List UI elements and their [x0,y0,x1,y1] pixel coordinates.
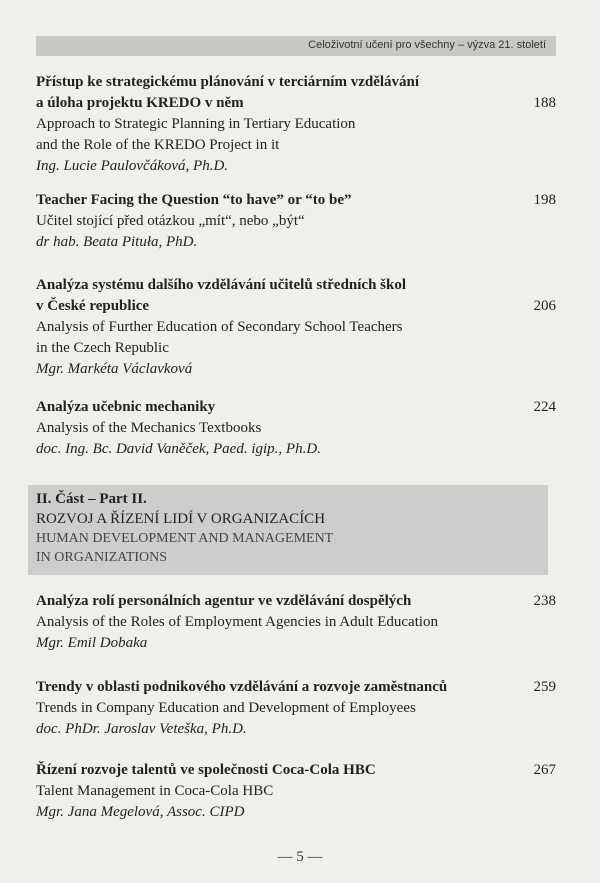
entry-title: v České republice [36,298,150,314]
entry-author: Mgr. Emil Dobaka [36,635,148,651]
part-subtitle: HUMAN DEVELOPMENT AND MANAGEMENT [36,531,334,546]
entry-subtitle: and the Role of the KREDO Project in it [36,137,280,153]
entry-title: a úloha projektu KREDO v něm [36,95,244,111]
entry-author: Ing. Lucie Paulovčáková, Ph.D. [36,158,229,174]
part-title: ROZVOJ A ŘÍZENÍ LIDÍ V ORGANIZACÍCH [36,511,326,527]
entry-title: Analýza rolí personálních agentur ve vzdělávání dospělých [36,593,412,609]
entry-page-number: 238 [533,593,556,609]
entry-page-number: 206 [533,298,556,314]
toc-entry[interactable] [36,677,556,740]
entry-subtitle: Analysis of the Roles of Employment Agencies in Adult Education [36,614,439,630]
entry-subtitle: Učitel stojící před otázkou „mít“, nebo „být“ [36,213,305,229]
entry-author: Mgr. Jana Megelová, Assoc. CIPD [36,804,245,820]
entry-author: Mgr. Markéta Václavková [36,361,193,377]
entry-title: Trendy v oblasti podnikového vzdělávání a rozvoje zaměstnanců [36,679,448,695]
entry-author: doc. PhDr. Jaroslav Veteška, Ph.D. [36,721,247,737]
part-subtitle: IN ORGANIZATIONS [36,550,168,565]
running-title: Celoživotní učení pro všechny – výzva 21. století [308,39,546,51]
entry-title: Teacher Facing the Question “to have” or “to be” [36,192,352,208]
entry-page-number: 224 [533,399,556,415]
entry-page-number: 188 [533,95,556,111]
part-label: II. Část – Part II. [36,491,147,507]
entry-author: dr hab. Beata Pituła, PhD. [36,234,198,250]
entry-title: Řízení rozvoje talentů ve společnosti Coca-Cola HBC [36,762,376,778]
entry-title: Analýza učebnic mechaniky [36,399,216,415]
running-header [36,36,556,56]
toc-entry[interactable] [36,72,556,177]
toc-entry[interactable] [36,591,556,654]
toc-entry[interactable] [36,275,556,380]
entry-subtitle: Talent Management in Coca-Cola HBC [36,783,274,799]
entry-subtitle: Trends in Company Education and Development of Employees [36,700,416,716]
entry-subtitle: Analysis of the Mechanics Textbooks [36,420,262,436]
page-number: — 5 — [277,849,323,865]
entry-title: Přístup ke strategickému plánování v terciárním vzdělávání [36,74,420,90]
toc-entry[interactable] [36,397,556,460]
entry-page-number: 198 [533,192,556,208]
entry-subtitle: Approach to Strategic Planning in Tertiary Education [36,116,356,132]
toc-entry[interactable] [36,190,556,253]
entry-title: Analýza systému dalšího vzdělávání učitelů středních škol [36,277,407,293]
entry-page-number: 259 [533,679,556,695]
entry-subtitle: Analysis of Further Education of Secondary School Teachers [36,319,403,335]
entry-subtitle: in the Czech Republic [36,340,169,356]
toc-entry[interactable] [36,760,556,823]
entry-author: doc. Ing. Bc. David Vaněček, Paed. igip., Ph.D. [36,441,321,457]
part-heading-box [28,485,548,575]
entry-page-number: 267 [533,762,556,778]
